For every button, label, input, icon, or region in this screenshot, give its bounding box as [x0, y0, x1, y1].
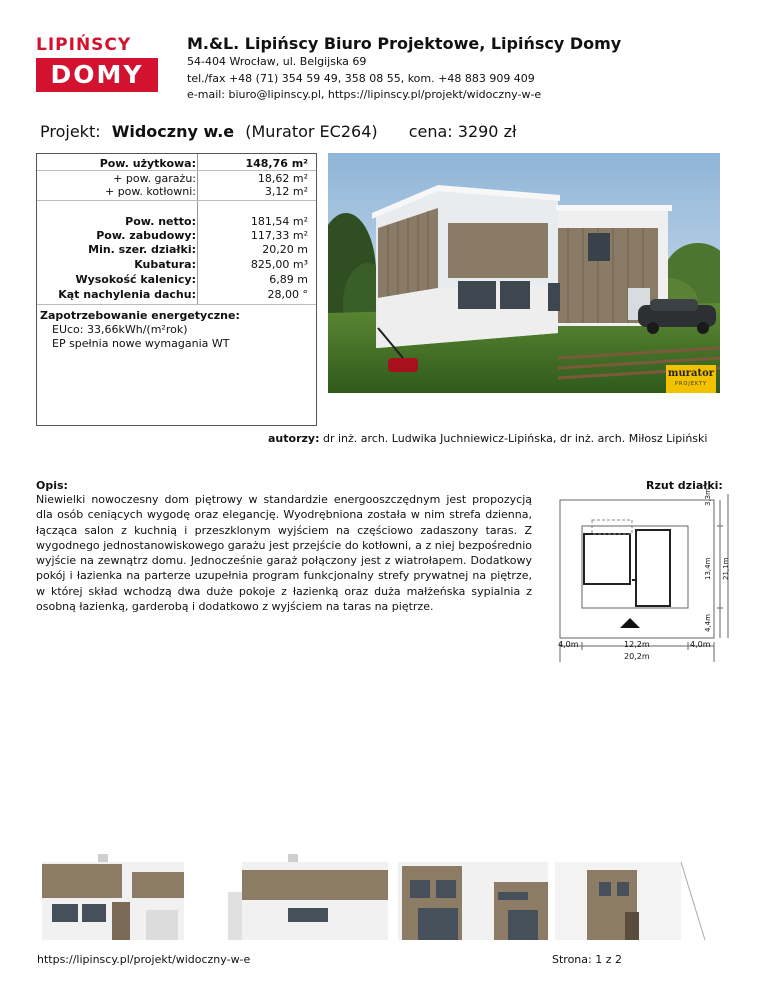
authors-line: [268, 432, 707, 445]
project-price: cena: 3290 zł: [408, 122, 517, 141]
spec-value: 20,20 m: [262, 243, 308, 256]
spec-label: Pow. netto:: [125, 215, 196, 228]
murator-badge: [666, 365, 716, 393]
elevation-front: [42, 852, 184, 940]
plot-dim-house: 13,4m: [704, 557, 712, 580]
murator-badge-title: murator: [667, 368, 715, 379]
company-address: 54-404 Wrocław, ul. Belgijska 69: [187, 55, 367, 68]
description-title: Opis:: [36, 479, 68, 492]
spec-value: 18,62 m²: [257, 172, 308, 185]
spec-value: 148,76 m²: [245, 157, 308, 170]
spec-label: Kąt nachylenia dachu:: [58, 288, 196, 301]
spec-value: 3,12 m²: [264, 185, 308, 198]
energy-title: Zapotrzebowanie energetyczne:: [40, 309, 240, 322]
plot-dim-bottom: 4,4m: [704, 614, 712, 632]
plot-dim-top: 3,3m: [704, 488, 712, 506]
plot-dim-left: 4,0m: [558, 640, 579, 649]
energy-ep: EP spełnia nowe wymagania WT: [52, 337, 230, 350]
company-logo: [36, 36, 158, 98]
specs-divider: [37, 170, 316, 171]
company-contact: e-mail: biuro@lipinscy.pl, https://lipinscy.pl/projekt/widoczny-w-e: [187, 88, 542, 101]
spec-value: 28,00 °: [267, 288, 308, 301]
spec-value: 181,54 m²: [250, 215, 308, 228]
spec-label: Pow. zabudowy:: [96, 229, 196, 242]
project-title-row: [40, 122, 517, 141]
spec-label: + pow. kotłowni:: [104, 185, 196, 198]
elevation-side-left: [228, 852, 388, 940]
plot-dim-right: 4,0m: [690, 640, 711, 649]
spec-label: Min. szer. działki:: [88, 243, 196, 256]
house-render: [328, 153, 720, 393]
spec-value: 825,00 m³: [250, 258, 308, 271]
spec-row: [37, 215, 316, 229]
project-alt-name: (Murator EC264): [245, 122, 378, 141]
company-name: M.&L. Lipińscy Biuro Projektowe, Lipińscy Domy: [187, 34, 622, 53]
plot-dim-middle: 12,2m: [624, 640, 650, 649]
elevation-side-right: [555, 852, 710, 940]
elevation-rear: [398, 852, 548, 940]
logo-text-top: LIPIŃSCY: [36, 35, 132, 55]
spec-value: 6,89 m: [269, 273, 308, 286]
plot-dim-total: 20,2m: [624, 652, 650, 661]
plot-dim-depth: 21,1m: [722, 557, 730, 580]
spec-row: [37, 185, 316, 199]
spec-row: [37, 157, 316, 171]
footer-url: https://lipinscy.pl/projekt/widoczny-w-e: [37, 953, 251, 966]
description-text: Niewielki nowoczesny dom piętrowy w standardzie energooszczędnym jest propozycją dla osób ceniących wygodę oraz elegancję. Wyodrębniona została w nim strefa dzienna, łącząca salon z kuchnią i przeszklonym wyjściem na częściowo zadaszony taras. Z wygodnego jednostanowiskowego garażu jest przejście do kotłowni, a z niej bezpośrednio wyjście na zewnątrz domu. Jednocześnie garaż połączony jest z wiatrołapem. Dodatkowy pokój i łazienka na parterze uzupełnia program funkcjonalny strefy prywatnej na piętrze, w której skład wchodzą dwa duże pokoje z łazienką oraz duża małżeńska sypialnia z osobną łazienką, garderobą i dodatkowo z wyjściem na taras na piętrze.: [36, 493, 532, 614]
spec-row: [37, 258, 316, 272]
project-label: Projekt:: [40, 122, 101, 141]
plot-plan: [552, 488, 732, 666]
authors-label: autorzy:: [268, 432, 320, 445]
spec-label: + pow. garażu:: [113, 172, 196, 185]
authors-names: dr inż. arch. Ludwika Juchniewicz-Lipińska, dr inż. arch. Miłosz Lipiński: [322, 432, 708, 445]
spec-row: [37, 243, 316, 257]
footer-page-number: Strona: 1 z 2: [552, 953, 622, 966]
energy-euco: EUco: 33,66kWh/(m²rok): [52, 323, 188, 336]
logo-text-bottom: DOMY: [36, 58, 158, 92]
company-phone: tel./fax +48 (71) 354 59 49, 358 08 55, kom. +48 883 909 409: [187, 72, 535, 85]
project-name: Widoczny w.e: [111, 122, 235, 141]
murator-badge-sub: PROJEKTY: [674, 381, 708, 387]
spec-label: Kubatura:: [134, 258, 196, 271]
specs-table: [36, 153, 317, 426]
spec-row: [37, 288, 316, 302]
spec-label: Pow. użytkowa:: [99, 157, 196, 170]
spec-label: Wysokość kalenicy:: [75, 273, 196, 286]
spec-value: 117,33 m²: [250, 229, 308, 242]
specs-divider: [37, 200, 316, 201]
house-photo: [328, 153, 720, 393]
spec-row: [37, 273, 316, 287]
spec-row: [37, 229, 316, 243]
spec-row: [37, 172, 316, 186]
specs-divider: [37, 304, 316, 305]
specs-divider: [197, 154, 198, 304]
plot-plan-title: Rzut działki:: [646, 479, 723, 492]
